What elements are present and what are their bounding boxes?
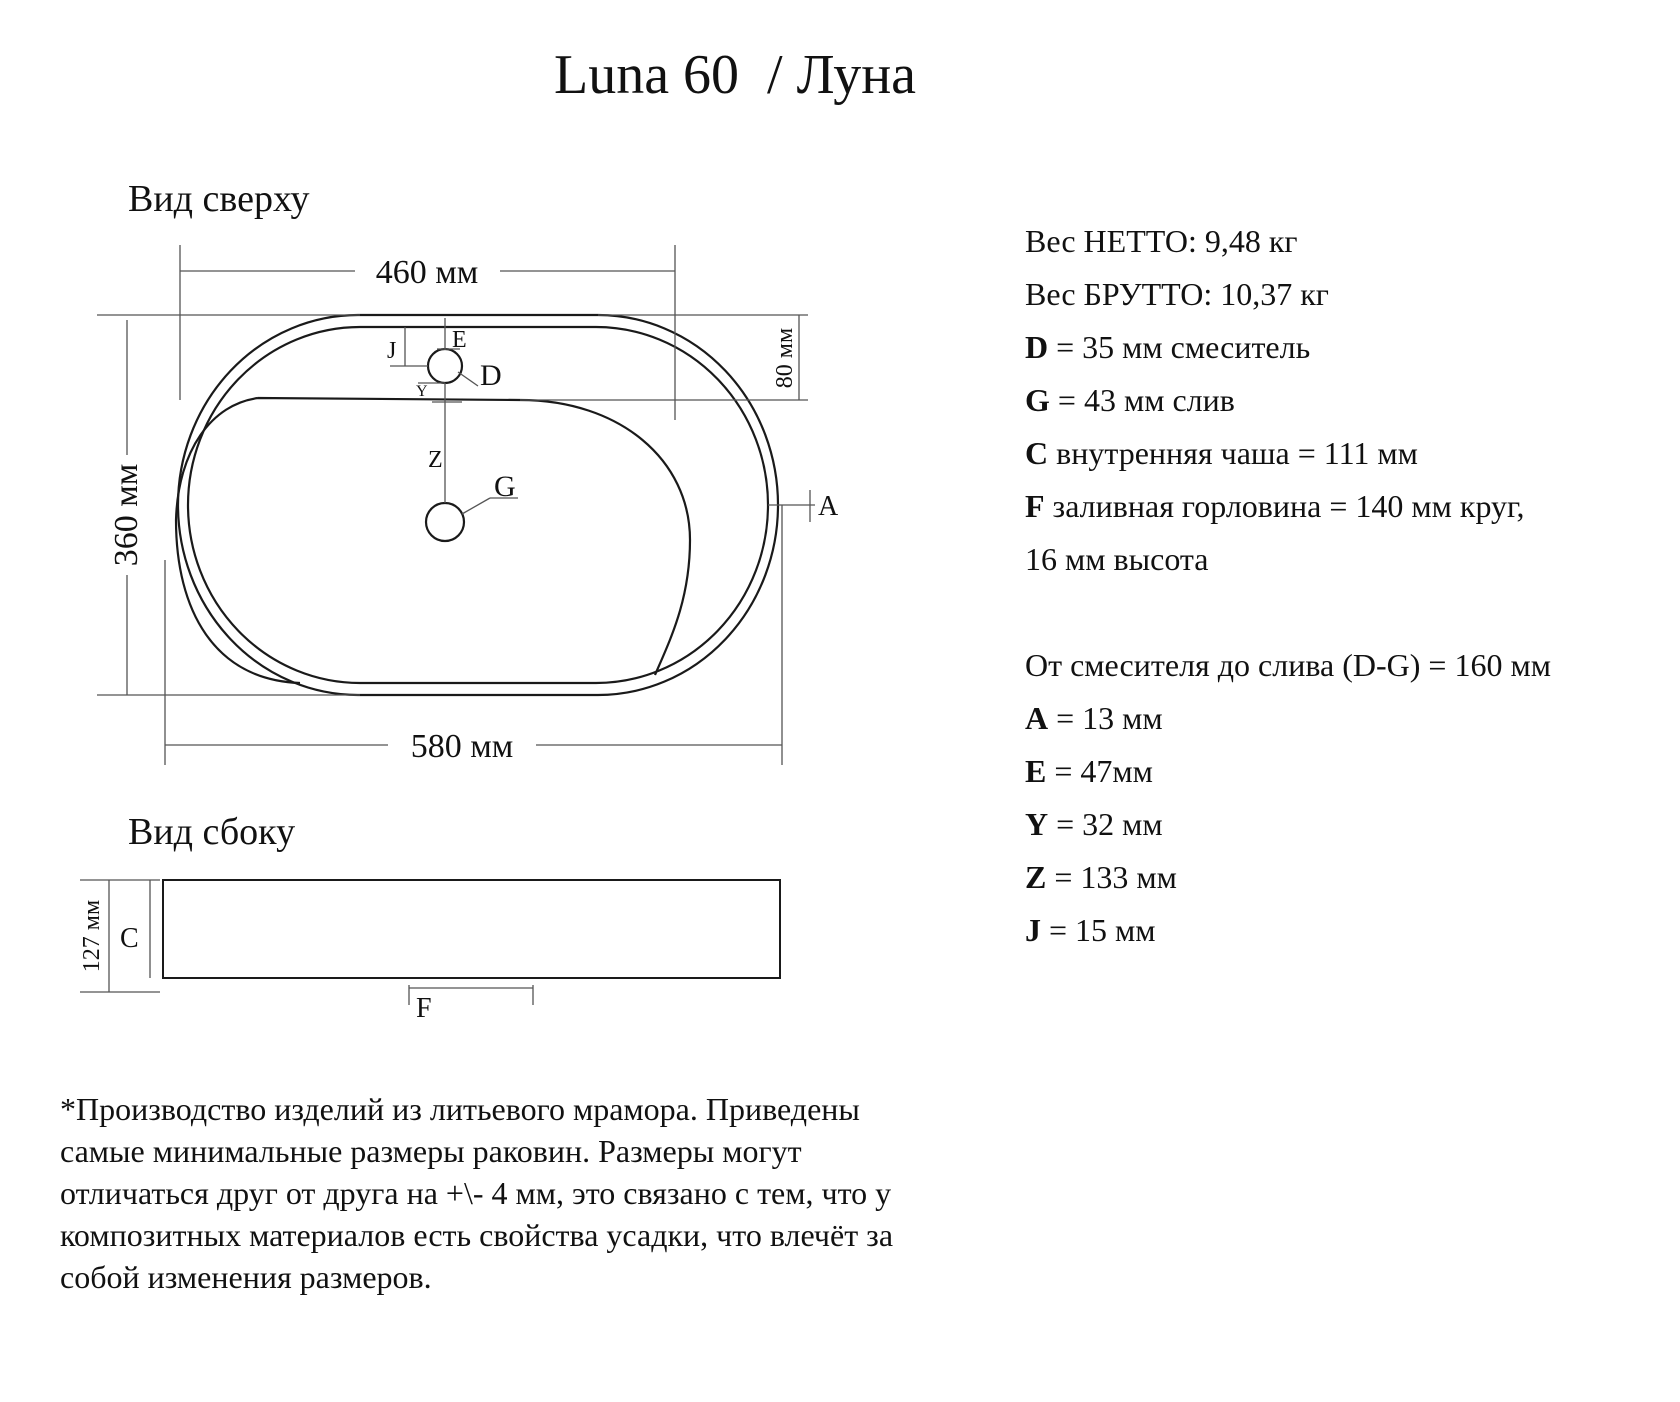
spec-a-text: = 13 мм: [1048, 700, 1163, 736]
dim-label-80: 80 мм: [772, 327, 798, 389]
spec-f-key: F: [1025, 488, 1045, 524]
top-view-labels: [108, 254, 839, 765]
faucet-hole: [428, 349, 462, 383]
spec-e-key: E: [1025, 753, 1047, 789]
spec-z-key: Z: [1025, 859, 1047, 895]
footnote-line: собой изменения размеров.: [60, 1259, 432, 1295]
marker-d: D: [480, 359, 502, 392]
spec-d-key: D: [1025, 329, 1049, 365]
spec-a: [1025, 695, 1665, 748]
side-view-dimensions: [80, 880, 533, 1005]
spec-y-text: = 32 мм: [1048, 806, 1163, 842]
spec-e: [1025, 748, 1665, 801]
spec-net-weight: Вес НЕТТО: 9,48 кг: [1025, 223, 1298, 259]
spec-dg: От смесителя до слива (D-G) = 160 мм: [1025, 647, 1551, 683]
spec-y-key: Y: [1025, 806, 1049, 842]
top-view-label: Вид сверху: [128, 178, 310, 220]
spec-gross-weight: Вес БРУТТО: 10,37 кг: [1025, 276, 1329, 312]
spec-c-text: внутренняя чаша = 111 мм: [1048, 435, 1418, 471]
spec-d: [1025, 324, 1665, 377]
spec-f: [1025, 483, 1665, 536]
spec-a-key: A: [1025, 700, 1049, 736]
marker-e: E: [452, 327, 467, 353]
side-view-labels: [79, 900, 432, 1024]
marker-z: Z: [428, 447, 443, 473]
side-view-drawing: [163, 880, 780, 978]
footnote-line: самые минимальные размеры раковин. Размеры могут: [60, 1133, 802, 1169]
marker-j: J: [387, 338, 397, 364]
footnote-line: *Производство изделий из литьевого мрамора. Приведены: [60, 1091, 860, 1127]
spec-g: [1025, 377, 1665, 430]
page-title: Luna 60 / Луна: [553, 44, 917, 106]
drain-hole: [426, 503, 464, 541]
top-view-dimensions: [97, 245, 815, 765]
footnote: [60, 1088, 980, 1298]
marker-a: A: [818, 491, 839, 522]
spec-z-text: = 133 мм: [1046, 859, 1177, 895]
dim-label-127: 127 мм: [79, 899, 105, 973]
spec-c: [1025, 430, 1665, 483]
side-view-body: [163, 880, 780, 978]
spec-g-key: G: [1025, 382, 1050, 418]
marker-g: G: [494, 470, 516, 503]
footnote-line: композитных материалов есть свойства усадки, что влечёт за: [60, 1217, 894, 1253]
spec-e-text: = 47мм: [1046, 753, 1153, 789]
leader-g: [462, 498, 490, 514]
marker-c: C: [120, 923, 139, 954]
specs-list: [1025, 218, 1665, 960]
marker-y: Y: [416, 383, 428, 400]
dim-label-360: 360 мм: [108, 463, 145, 567]
spec-y: [1025, 801, 1665, 854]
dim-label-580: 580 мм: [410, 728, 514, 765]
dim-label-460: 460 мм: [375, 254, 479, 291]
leader-d: [458, 372, 478, 386]
spec-j-text: = 15 мм: [1041, 912, 1156, 948]
footnote-line: отличаться друг от друга на +\- 4 мм, это связано с тем, что у: [60, 1175, 892, 1211]
spec-f-height: 16 мм высота: [1025, 541, 1209, 577]
spec-z: [1025, 854, 1665, 907]
spec-d-text: = 35 мм смеситель: [1048, 329, 1311, 365]
spec-g-text: = 43 мм слив: [1049, 382, 1235, 418]
side-view-label: Вид сбоку: [128, 811, 296, 853]
spec-j-key: J: [1025, 912, 1041, 948]
spec-c-key: C: [1025, 435, 1049, 471]
spec-j: [1025, 907, 1665, 960]
bowl-contour: [176, 398, 690, 683]
spec-f-text: заливная горловина = 140 мм круг,: [1044, 488, 1525, 524]
marker-f: F: [416, 993, 432, 1024]
